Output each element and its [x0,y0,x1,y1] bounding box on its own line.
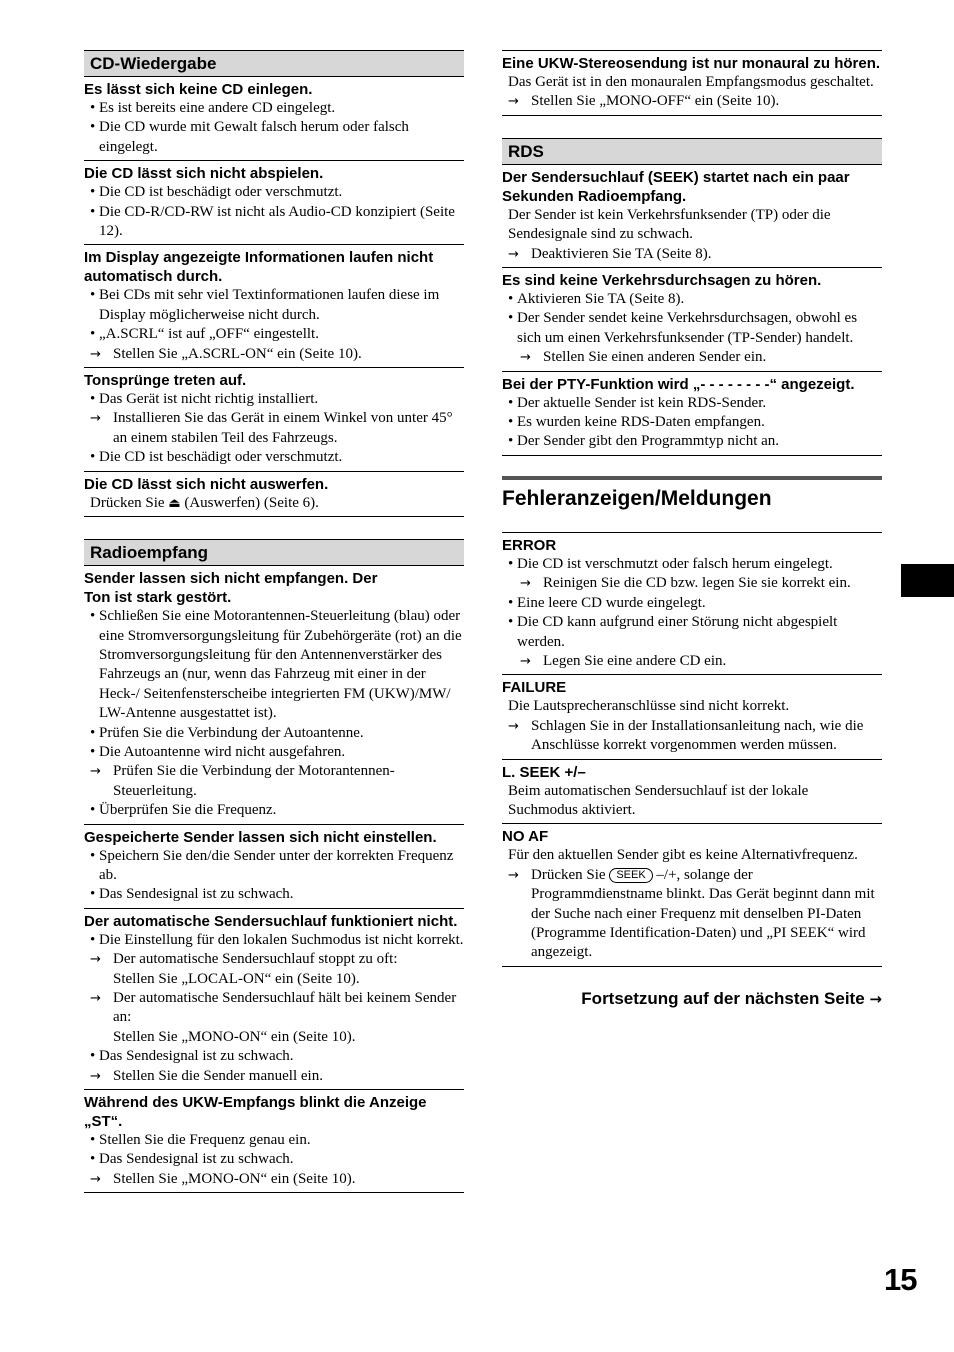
entry-title: Während des UKW-Empfangs blinkt die Anzeige „ST“. [84,1094,427,1131]
section-heading-radio: Radioempfang [84,539,464,566]
arrow-icon: → [508,867,519,883]
entry-title: NO AF [502,828,549,846]
seek-button-glyph: SEEK [609,868,652,883]
bullet-item: • Die CD wurde mit Gewalt falsch herum oder falsch eingelegt. [84,118,464,157]
bullet-item: • Bei CDs mit sehr viel Textinformationen laufen diese im Display möglicherweise nicht durch. [84,286,464,325]
remedy-item: → Stellen Sie die Sender manuell ein. [84,1067,464,1086]
bullet-item: • Die CD ist beschädigt oder verschmutzt. [84,448,464,467]
entry-cd-skip [84,368,464,472]
arrow-icon: → [90,991,101,1006]
remedy-item: → Stellen Sie „MONO-ON“ ein (Seite 10). [84,1170,464,1189]
arrow-icon: → [90,952,101,968]
entry-radio-autoseek [84,909,464,1090]
remedy-item: → Legen Sie eine andere CD ein. [502,652,882,671]
bullet-item: • Die CD-R/CD-RW ist nicht als Audio-CD konzipiert (Seite 12). [84,203,464,242]
plain-text: Der Sender ist kein Verkehrsfunksender (TP) oder die Sendesignale sind zu schwach. [508,206,831,243]
entry-rds-traffic [502,268,882,372]
arrow-icon: → [508,718,519,734]
arrow-icon: → [508,94,519,110]
entry-title: L. SEEK +/– [502,763,586,781]
bullet-item: • Die Einstellung für den lokalen Suchmodus ist nicht korrekt. [84,931,464,950]
entry-radio-reception [84,566,464,824]
arrow-icon: → [90,346,101,362]
entry-lseek [502,760,882,825]
entry-ukw-mono [502,50,882,116]
entry-title: Eine UKW-Stereosendung ist nur monaural zu hören. [502,55,881,72]
entry-title: Die CD lässt sich nicht auswerfen. [84,475,329,493]
entry-title: Es sind keine Verkehrsdurchsagen zu hören. [502,272,822,290]
page-number: 15 [884,1262,917,1297]
entry-cd-scroll [84,245,464,368]
entry-title: Die CD lässt sich nicht abspielen. [84,165,324,183]
entry-radio-presets [84,825,464,909]
entry-noaf [502,824,882,966]
plain-text: Drücken Sie ⏏ (Auswerfen) (Seite 6). [90,494,319,511]
bullet-item: • Die CD kann aufgrund einer Störung nicht abgespielt werden. [502,613,882,652]
bullet-item: • Prüfen Sie die Verbindung der Autoantenne. [84,724,464,743]
plain-text: Die Lautsprecheranschlüsse sind nicht korrekt. [508,698,790,715]
bullet-item: • Die Autoantenne wird nicht ausgefahren. [84,743,464,762]
plain-text: Das Gerät ist in den monauralen Empfangsmodus geschaltet. [508,74,874,90]
remedy-item: → Stellen Sie „A.SCRL-ON“ ein (Seite 10). [84,345,464,364]
arrow-icon: → [520,576,531,592]
remedy-item: → Drücken Sie SEEK –/+, solange der Programmdienstname blinkt. Das Gerät beginnt dann mit der Suche nach einer Frequenz mit denselben PI-Daten (Programme Identification-Daten) und „PI SEEK“ wird angezeigt. [508,866,875,961]
remedy-item: → Reinigen Sie die CD bzw. legen Sie sie korrekt ein. [502,574,882,593]
remedy-item: → Stellen Sie „MONO-OFF“ ein (Seite 10). [502,92,882,111]
arrow-right-icon: → [869,989,882,1008]
remedy-item: → Der automatische Sendersuchlauf stoppt zu oft: Stellen Sie „LOCAL-ON“ ein (Seite 10). [90,951,398,987]
bullet-item: • Überprüfen Sie die Frequenz. [84,801,464,820]
entry-rds-pty [502,372,882,456]
entry-title: Der automatische Sendersuchlauf funktioniert nicht. [84,912,458,930]
remedy-item: → Prüfen Sie die Verbindung der Motorantennen-Steuerleitung. [90,763,395,799]
entry-error [502,532,882,675]
arrow-icon: → [90,1171,101,1187]
arrow-icon: → [520,350,531,366]
entry-cd-eject [84,472,464,517]
entry-cd-play [84,161,464,245]
entry-title: ERROR [502,536,557,554]
left-column [84,50,464,1193]
bullet-item: • Speichern Sie den/die Sender unter der korrekten Frequenz ab. [84,847,464,886]
remedy-item: → Stellen Sie einen anderen Sender ein. [502,348,882,367]
arrow-icon: → [520,653,531,669]
entry-title: Gespeicherte Sender lassen sich nicht einstellen. [84,828,437,846]
remedy-item: → Deaktivieren Sie TA (Seite 8). [502,245,882,264]
bullet-item: • Die CD ist verschmutzt oder falsch herum eingelegt. [502,555,882,574]
bullet-item: • Der Sender sendet keine Verkehrsdurchsagen, obwohl es sich um einen Verkehrsfunksender (TP-Sender) handelt. [502,309,882,348]
entry-rds-seek [502,165,882,268]
bullet-item: • Das Sendesignal ist zu schwach. [84,1047,464,1066]
eject-icon: ⏏ [168,495,181,511]
remedy-item: → Schlagen Sie in der Installationsanleitung nach, wie die Anschlüsse korrekt vorgenommen werden müssen. [508,717,864,754]
plain-text: Für den aktuellen Sender gibt es keine Alternativfrequenz. [508,847,858,864]
plain-text: Beim automatischen Sendersuchlauf ist der lokale Suchmodus aktiviert. [508,782,809,818]
entry-title: Im Display angezeigte Informationen laufen nicht automatisch durch. [84,249,434,286]
bullet-item: • Der aktuelle Sender ist kein RDS-Sender. [502,394,882,413]
remedy-item: → Installieren Sie das Gerät in einem Winkel von unter 45° an einem stabilen Teil des Fahrzeugs. [90,410,453,446]
arrow-icon: → [90,764,101,780]
bullet-item: • Stellen Sie die Frequenz genau ein. [84,1131,464,1150]
arrow-icon: → [90,411,101,427]
entry-title: Tonsprünge treten auf. [84,372,247,390]
section-heading-errors: Fehleranzeigen/Meldungen [502,476,882,532]
section-heading-rds: RDS [502,138,882,165]
entry-cd-insert [84,77,464,161]
bullet-item: • Der Sender gibt den Programmtyp nicht an. [502,432,882,451]
right-column [502,50,882,1009]
bullet-item: • Das Sendesignal ist zu schwach. [84,885,464,904]
bullet-item: • Es ist bereits eine andere CD eingelegt. [84,99,464,118]
entry-title: Bei der PTY-Funktion wird „- - - - - - - -“ angezeigt. [502,375,855,393]
continue-note: Fortsetzung auf der nächsten Seite → [581,988,882,1008]
bullet-item: • Schließen Sie eine Motorantennen-Steuerleitung (blau) oder eine Stromversorgungsleitung für Zubehörgeräte (rot) an die Stromversorgungsleitung für den Antennenverstärker des Fahrzeugs an (nur, wenn das Fahrzeug mit einer in der Heck-/ Seitenfensterscheibe integrierten FM (UKW)/MW/ LW-Antenne ausgestattet ist). [84,607,464,723]
entry-title: Sender lassen sich nicht empfangen. Der Ton ist stark gestört. [84,570,378,607]
section-heading-cd: CD-Wiedergabe [84,50,464,77]
arrow-icon: → [508,246,519,262]
entry-title: Der Sendersuchlauf (SEEK) startet nach ein paar Sekunden Radioempfang. [502,168,850,205]
bullet-item: • Die CD ist beschädigt oder verschmutzt. [84,183,464,202]
entry-radio-st [84,1090,464,1193]
remedy-item: → Der automatische Sendersuchlauf hält bei keinem Sender an: Stellen Sie „MONO-ON“ ein (Seite 10). [90,990,457,1045]
entry-title: Es lässt sich keine CD einlegen. [84,81,313,98]
bullet-item: • Das Gerät ist nicht richtig installiert. [84,390,464,409]
bullet-item: • „A.SCRL“ ist auf „OFF“ eingestellt. [84,325,464,344]
bullet-item: • Es wurden keine RDS-Daten empfangen. [502,413,882,432]
bullet-item: • Aktivieren Sie TA (Seite 8). [502,290,882,309]
bullet-item: • Das Sendesignal ist zu schwach. [84,1150,464,1169]
entry-title: FAILURE [502,679,567,697]
bullet-item: • Eine leere CD wurde eingelegt. [502,594,882,613]
entry-failure [502,675,882,759]
thumb-tab [901,564,954,597]
arrow-icon: → [90,1068,101,1084]
